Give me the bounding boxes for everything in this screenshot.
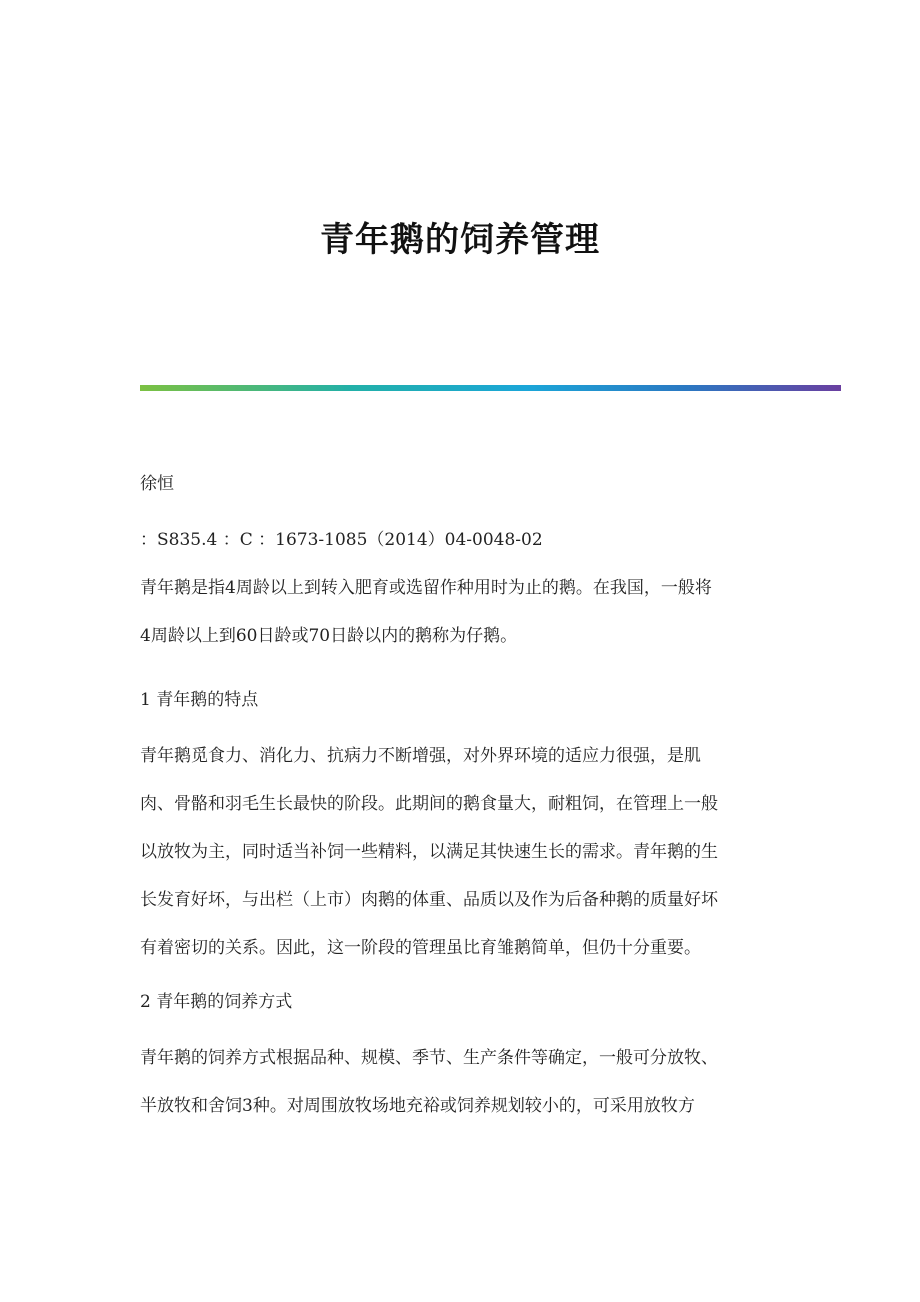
section1-paragraph (140, 732, 718, 972)
paragraph-line: 青年鹅的饲养方式根据品种、规模、季节、生产条件等确定，一般可分放牧、 (140, 1048, 718, 1068)
section-heading: 1 青年鹅的特点 (140, 690, 259, 710)
paragraph-line: 青年鹅觅食力、消化力、抗病力不断增强，对外界环境的适应力很强，是肌 (140, 746, 701, 766)
classification-info: ：S835.4 ：C ：1673-1085（2014）04-0048-02 (140, 530, 543, 550)
paragraph-line: 以放牧为主，同时适当补饲一些精料，以满足其快速生长的需求。青年鹅的生 (140, 842, 718, 862)
paragraph-line: 肉、骨骼和羽毛生长最快的阶段。此期间的鹅食量大，耐粗饲，在管理上一般 (140, 794, 718, 814)
section-heading-1 (140, 676, 258, 724)
author-name: 徐恒 (140, 474, 174, 494)
title-divider (140, 385, 841, 391)
intro-paragraph (140, 564, 712, 660)
paragraph-line: 半放牧和舍饲3种。对周围放牧场地充裕或饲养规划较小的，可采用放牧方 (140, 1096, 695, 1116)
paragraph-line: 长发育好坏，与出栏（上市）肉鹅的体重、品质以及作为后备种鹅的质量好坏 (140, 890, 718, 910)
section-heading: 2 青年鹅的饲养方式 (140, 992, 293, 1012)
paragraph-line: 青年鹅是指4周龄以上到转入肥育或选留作种用时为止的鹅。在我国，一般将 (140, 578, 712, 598)
paragraph-line: 有着密切的关系。因此，这一阶段的管理虽比育雏鹅简单，但仍十分重要。 (140, 938, 701, 958)
document-title: 青年鹅的饲养管理 (320, 220, 600, 260)
paragraph-line: 4周龄以上到60日龄或70日龄以内的鹅称为仔鹅。 (140, 626, 518, 646)
section-heading-2 (140, 978, 292, 1026)
section2-paragraph (140, 1034, 718, 1130)
